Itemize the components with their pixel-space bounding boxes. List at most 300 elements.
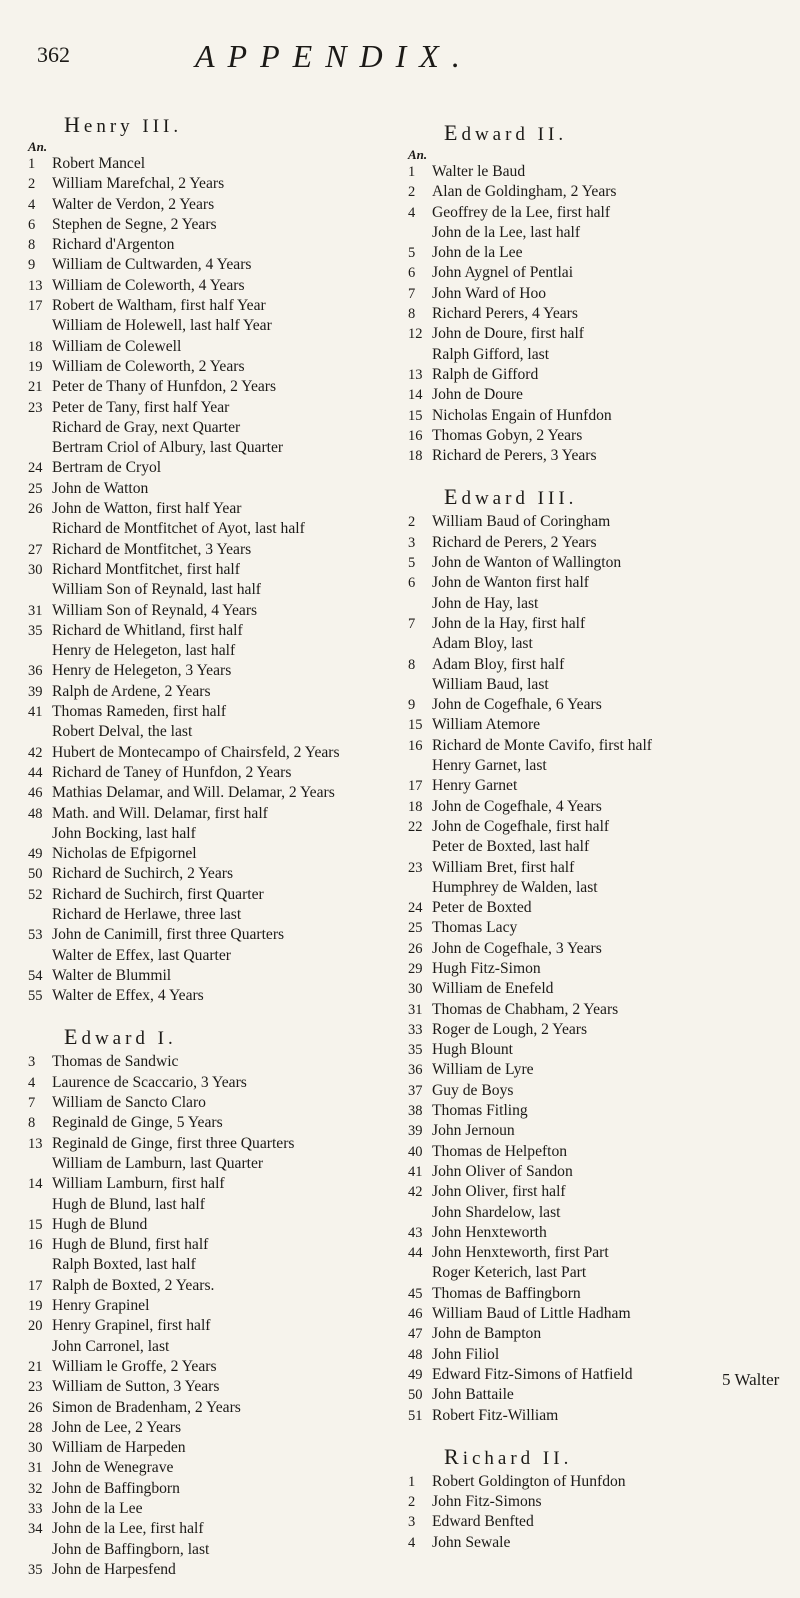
sheriff-names [52,1174,418,1215]
regnal-year: 51 [408,1407,423,1424]
sheriff-names [432,614,790,655]
sheriff-names [52,986,418,1006]
regnal-year: 38 [408,1103,423,1120]
sheriff-name: John de Baffingborn [52,1479,180,1497]
sheriff-names [52,1438,418,1458]
list-item [408,715,790,735]
regnal-year: 43 [408,1224,423,1241]
sheriff-name: Richard de Suchirch, 2 Years [52,865,234,883]
sheriff-name: John Fitz-Simons [432,1493,542,1511]
sheriff-name: Richard de Montfitchet of Ayot, last half [52,520,305,538]
regnal-year: 26 [28,501,43,518]
regnal-year: 7 [408,285,416,302]
sheriff-names [432,1345,790,1365]
list-item [408,1492,790,1512]
sheriff-names [432,695,790,715]
sheriff-name: Hugh de Blund, first half [52,1236,209,1254]
list-item [408,284,790,304]
list-item [28,621,418,662]
list-item [28,844,418,864]
list-item [28,1519,418,1560]
sheriff-name: Edward Fitz-Simons of Hatfield [432,1365,633,1383]
sheriff-name: Robert Fitz-William [432,1406,559,1424]
sheriff-name: John de Cogefhale, 6 Years [432,696,602,714]
sheriff-name: John de la Lee, last half [432,223,581,241]
list-item [28,661,418,681]
sheriff-name: John Oliver, first half [432,1183,566,1201]
sheriff-name: Peter de Thany of Hunfdon, 2 Years [52,378,277,396]
list-item [28,1560,418,1580]
sheriff-names [432,1020,790,1040]
regnal-year: 8 [28,1115,36,1132]
sheriff-names [432,1533,790,1553]
sheriff-names [52,1073,418,1093]
regnal-year: 13 [28,1135,43,1152]
list-item [28,357,418,377]
sheriff-name: Thomas de Baffingborn [432,1284,581,1302]
sheriff-names [432,1162,790,1182]
sheriff-names [432,898,790,918]
list-item [28,1357,418,1377]
list-item [408,1000,790,1020]
sheriff-name: Walter le Baud [432,163,526,180]
reign-heading: Edward I. [64,1024,177,1050]
sheriff-names [432,1142,790,1162]
regnal-year: 33 [408,1021,423,1038]
sheriff-name: Geoffrey de la Lee, first half [432,203,611,221]
sheriff-name: John de Doure [432,386,523,404]
list-item [28,1316,418,1357]
list-item [408,263,790,283]
sheriff-names [52,1357,418,1377]
regnal-year: 44 [408,1245,423,1262]
list-item [28,1174,418,1215]
sheriff-names [432,1492,790,1512]
sheriff-name: Ralph Boxted, last half [52,1256,196,1274]
sheriff-names [432,736,790,777]
sheriff-names [52,844,418,864]
sheriff-names [432,1040,790,1060]
regnal-year: 30 [408,981,423,998]
regnal-year: 25 [408,920,423,937]
regnal-year: 3 [408,534,416,551]
list-item [28,479,418,499]
list-item [28,1052,418,1072]
sheriff-names [52,174,418,194]
list-item [28,1134,418,1175]
sheriff-name: Peter de Boxted [432,899,532,917]
regnal-year: 48 [28,805,43,822]
regnal-year: 6 [408,575,416,592]
regnal-year: 1 [408,164,416,180]
sheriff-names [52,661,418,681]
list-item [408,1284,790,1304]
regnal-year: 32 [28,1480,43,1497]
sheriff-name: John de Wanton of Wallington [432,554,622,572]
sheriff-names [432,817,790,858]
list-item [28,1113,418,1133]
list-item [408,959,790,979]
sheriff-name: Walter de Verdon, 2 Years [52,195,215,213]
sheriff-name: Thomas de Chabham, 2 Years [432,1000,619,1018]
list-item [408,426,790,446]
sheriff-names [432,959,790,979]
regnal-year: 29 [408,960,423,977]
sheriff-name: Thomas de Sandwic [52,1053,179,1071]
list-item [408,1142,790,1162]
sheriff-names [52,560,418,601]
regnal-year: 37 [408,1082,423,1099]
regnal-year: 13 [408,366,423,383]
sheriff-name: William Son of Reynald, 4 Years [52,601,258,619]
regnal-year: 16 [28,1237,43,1254]
sheriff-name: William de Enefeld [432,980,554,998]
regnal-year: 3 [408,1514,416,1531]
list-item [408,695,790,715]
sheriff-name: Hugh de Blund [52,1215,148,1233]
sheriff-name: Richard de Perers, 2 Years [432,533,597,551]
sheriff-name: Ralph de Gifford [432,365,539,383]
sheriff-names [52,337,418,357]
regnal-year: 4 [28,1074,36,1091]
sheriff-name: John Oliver of Sandon [432,1162,573,1180]
sheriff-names [432,304,790,324]
sheriff-names [52,1479,418,1499]
list-item [28,235,418,255]
regnal-year: 39 [408,1123,423,1140]
list-item [408,1345,790,1365]
list-item [28,1418,418,1438]
regnal-year: 26 [408,940,423,957]
sheriff-name: Robert Mancel [52,155,146,172]
sheriff-name: John de Doure, first half [432,325,585,343]
sheriff-names [52,1296,418,1316]
list-item [28,215,418,235]
list-item [408,1121,790,1141]
sheriff-name: John de Baffingborn, last [52,1540,210,1558]
list-item [28,925,418,966]
sheriff-names [432,1081,790,1101]
list-item [408,1304,790,1324]
regnal-year-label: An. [408,147,428,162]
sheriff-name: William Baud of Coringham [432,513,611,531]
list-item [28,1479,418,1499]
sheriff-name: John de Cogefhale, 4 Years [432,797,602,815]
list-item [408,1324,790,1344]
regnal-year: 4 [28,196,36,213]
regnal-year: 50 [28,866,43,883]
sheriff-name: William de Lamburn, last Quarter [52,1154,264,1172]
sheriff-name: William le Groffe, 2 Years [52,1357,217,1375]
sheriff-name: William Atemore [432,716,541,734]
sheriff-name: Henry Garnet [432,777,518,795]
sheriff-name: Walter de Effex, 4 Years [52,987,204,1005]
regnal-year: 2 [28,176,36,193]
sheriff-names [432,979,790,999]
list-item [28,1377,418,1397]
list-item [408,385,790,405]
regnal-year: 6 [408,265,416,282]
sheriff-name: Math. and Will. Delamar, first half [52,804,268,822]
sheriff-names [52,621,418,662]
list-item [408,979,790,999]
sheriff-name: William Son of Reynald, last half [52,581,261,599]
sheriff-name: Adam Bloy, last [432,635,533,653]
regnal-year: 2 [408,514,416,531]
sheriff-name: Robert Delval, the last [52,723,193,741]
sheriff-names [52,1519,418,1560]
sheriff-name: William de Colewell [52,337,182,355]
sheriff-name: Richard de Perers, 3 Years [432,447,597,465]
regnal-year: 15 [408,717,423,734]
sheriff-names [52,1458,418,1478]
sheriff-name: Robert de Waltham, first half Year [52,297,266,315]
sheriff-name: Reginald de Ginge, first three Quarters [52,1134,295,1152]
list-item [28,804,418,845]
list-item [408,182,790,202]
sheriff-name: William de Coleworth, 4 Years [52,276,245,294]
regnal-year: 17 [28,298,43,315]
sheriff-names [432,1243,790,1284]
regnal-year: 22 [408,818,423,835]
sheriff-name: John Henxteworth [432,1223,547,1241]
regnal-year: 33 [28,1501,43,1517]
regnal-year: 16 [408,427,423,444]
regnal-year: 35 [28,622,43,639]
sheriff-name: Peter de Tany, first half Year [52,398,230,416]
sheriff-name: William de Cultwarden, 4 Years [52,256,252,274]
sheriff-name: William de Holewell, last half Year [52,317,272,335]
sheriff-names [432,365,790,385]
sheriff-names [432,553,790,573]
regnal-year: 34 [28,1521,43,1538]
sheriff-names [52,1560,418,1580]
sheriff-name: Nicholas Engain of Hunfdon [432,406,612,424]
sheriff-names [52,1377,418,1397]
sheriff-names [52,1235,418,1276]
sheriff-names [432,1000,790,1020]
sheriff-names [432,573,790,614]
sheriff-name: Richard de Montfitchet, 3 Years [52,540,252,558]
list-item [28,154,418,174]
list-item [28,702,418,743]
list-item [408,1472,790,1492]
sheriff-names [52,479,418,499]
sheriff-names [432,1101,790,1121]
list-item [408,858,790,899]
sheriff-name: John de Cogefhale, first half [432,817,610,835]
sheriff-name: Ralph de Boxted, 2 Years. [52,1276,215,1294]
sheriff-names [432,385,790,405]
list-item [28,540,418,560]
regnal-year: 42 [408,1184,423,1201]
regnal-year: 1 [28,156,36,172]
sheriff-names [52,1276,418,1296]
sheriff-names [432,1512,790,1532]
sheriff-names [52,743,418,763]
sheriff-names [52,357,418,377]
sheriff-names [432,243,790,263]
list-item [408,1533,790,1553]
sheriff-name: John Ward of Hoo [432,284,547,302]
sheriff-name: Walter de Blummil [52,966,172,984]
regnal-year: 28 [28,1419,43,1436]
list-item [28,377,418,397]
sheriff-name: Roger de Lough, 2 Years [432,1020,588,1038]
regnal-year: 31 [28,1460,43,1477]
list-item [408,365,790,385]
regnal-year: 21 [28,1358,43,1375]
regnal-year: 5 [408,245,416,262]
regnal-year: 8 [408,306,416,323]
sheriff-names [52,925,418,966]
sheriff-name: Thomas Rameden, first half [52,703,227,721]
reign-section [28,1024,418,1580]
list-item [28,1093,418,1113]
sheriff-name: John Battaile [432,1386,514,1404]
regnal-year: 50 [408,1387,423,1404]
sheriff-names [52,296,418,337]
sheriff-names [432,1304,790,1324]
regnal-year: 53 [28,927,43,944]
sheriff-name: John de Cogefhale, 3 Years [432,939,602,957]
sheriff-names [52,864,418,884]
regnal-year: 19 [28,1298,43,1315]
sheriff-names [432,1060,790,1080]
list-item [408,939,790,959]
list-item [28,864,418,884]
sheriff-name: John de Bampton [432,1325,542,1343]
sheriff-name: Thomas Fitling [432,1102,528,1120]
sheriff-names [432,162,790,182]
regnal-year: 18 [28,338,43,355]
sheriff-name: Thomas de Helpefton [432,1142,568,1160]
sheriff-name: John de Watton [52,479,149,497]
regnal-year: 4 [408,204,416,221]
list-item [408,1020,790,1040]
regnal-year: 19 [28,358,43,375]
sheriff-name: William de Sutton, 3 Years [52,1378,220,1396]
sheriff-name: Alan de Goldingham, 2 Years [432,183,617,201]
sheriff-name: Stephen de Segne, 2 Years [52,215,217,233]
regnal-year: 46 [408,1306,423,1323]
reign-heading: Henry III. [64,112,183,137]
regnal-year: 36 [28,663,43,680]
sheriff-names [432,284,790,304]
sheriff-name: Hugh Fitz-Simon [432,959,541,977]
regnal-year: 9 [28,257,36,274]
regnal-year: 42 [28,744,43,761]
sheriff-name: Robert Goldington of Hunfdon [432,1472,626,1490]
regnal-year: 9 [408,697,416,714]
sheriff-names [52,1113,418,1133]
list-item [408,1223,790,1243]
sheriff-name: John de Wanton first half [432,574,589,592]
regnal-year: 23 [408,859,423,876]
list-item [28,296,418,337]
list-item [28,1398,418,1418]
sheriff-names [52,682,418,702]
sheriff-name: Laurence de Scaccario, 3 Years [52,1073,247,1091]
sheriff-name: John de la Lee [52,1500,143,1517]
right-column [408,120,790,1571]
regnal-year: 23 [28,1379,43,1396]
list-item [408,203,790,244]
list-item [28,783,418,803]
regnal-year: 17 [28,1277,43,1294]
regnal-year: 46 [28,785,43,802]
sheriff-names [432,715,790,735]
regnal-year: 41 [408,1163,423,1180]
regnal-year: 4 [408,1534,416,1551]
regnal-year: 7 [28,1095,36,1112]
sheriff-name: Richard de Gray, next Quarter [52,418,241,436]
list-item [408,1162,790,1182]
sheriff-name: John Jernoun [432,1122,515,1140]
list-item [408,1243,790,1284]
sheriff-names [52,783,418,803]
sheriff-name: Henry Grapinel, first half [52,1317,211,1335]
regnal-year: 27 [28,541,43,558]
list-item [408,243,790,263]
list-item [408,1512,790,1532]
list-item [408,1101,790,1121]
sheriff-names [52,1418,418,1438]
sheriff-name: John de Hay, last [432,594,539,612]
list-item [408,1060,790,1080]
regnal-year: 36 [408,1062,423,1079]
list-item [28,743,418,763]
list-item [28,763,418,783]
regnal-year: 5 [408,555,416,572]
list-item [28,560,418,601]
list-item [28,1073,418,1093]
sheriff-names [52,255,418,275]
sheriff-name: Richard de Suchirch, first Quarter [52,885,264,903]
regnal-year: 49 [28,846,43,863]
sheriff-names [432,1472,790,1492]
list-item [408,614,790,655]
regnal-year: 31 [28,602,43,619]
list-item [28,986,418,1006]
sheriff-names [52,1316,418,1357]
list-item [28,195,418,215]
regnal-year: 2 [408,184,416,201]
sheriff-name: Thomas Lacy [432,919,518,937]
sheriff-names [52,601,418,621]
sheriff-names [432,1182,790,1223]
sheriff-names [52,763,418,783]
regnal-year: 20 [28,1318,43,1335]
list-item [28,398,418,459]
sheriff-name: William Bret, first half [432,858,575,876]
sheriff-name: Richard de Whitland, first half [52,621,243,639]
sheriff-name: William de Lyre [432,1061,534,1079]
list-item [408,406,790,426]
sheriff-names [52,499,418,540]
sheriff-names [52,702,418,743]
sheriff-names [432,797,790,817]
regnal-year: 55 [28,988,43,1005]
sheriff-name: Simon de Bradenham, 2 Years [52,1398,241,1416]
sheriff-name: William de Sancto Claro [52,1094,206,1112]
sheriff-names [432,1324,790,1344]
regnal-year-label: An. [28,139,48,154]
list-item [28,458,418,478]
sheriff-names [52,235,418,255]
sheriff-name: Richard Montfitchet, first half [52,560,240,578]
list-item [408,553,790,573]
